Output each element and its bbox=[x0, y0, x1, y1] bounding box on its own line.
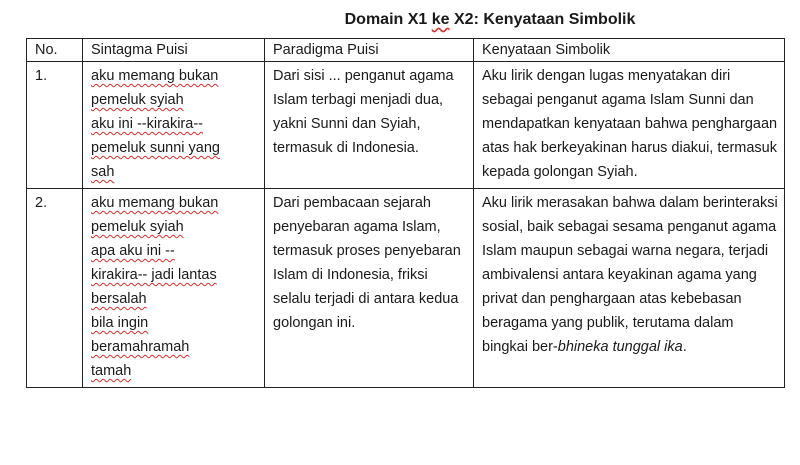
sintagma-line: kirakira-- jadi lantas bbox=[91, 267, 217, 283]
header-kenyataan: Kenyataan Simbolik bbox=[474, 39, 785, 62]
sintagma-line: tamah bbox=[91, 363, 132, 379]
cell-kenyataan bbox=[474, 189, 785, 388]
kenyataan-italic-phrase: bhineka tunggal ika bbox=[557, 339, 683, 355]
sintagma-line: pemeluk syiah bbox=[91, 92, 184, 108]
header-sintagma: Sintagma Puisi bbox=[83, 39, 265, 62]
header-row bbox=[27, 39, 785, 62]
table-row bbox=[27, 189, 785, 388]
title-ke: ke bbox=[431, 11, 450, 28]
title-prefix: Domain X1 bbox=[344, 11, 432, 28]
sintagma-line: aku memang bukan bbox=[91, 195, 219, 211]
sintagma-line: beramahramah bbox=[91, 339, 190, 355]
header-paradigma: Paradigma Puisi bbox=[265, 39, 474, 62]
sintagma-line: sah bbox=[91, 164, 115, 180]
cell-no: 2. bbox=[27, 189, 83, 388]
document-title bbox=[300, 10, 680, 30]
cell-paradigma: Dari pembacaan sejarah penyebaran agama Islam, termasuk proses penyebaran Islam di Indonesia, friksi selalu terjadi di antara kedua golongan ini. bbox=[265, 189, 474, 388]
sintagma-line: apa aku ini -- bbox=[91, 243, 175, 259]
cell-sintagma bbox=[83, 62, 265, 189]
cell-no: 1. bbox=[27, 62, 83, 189]
cell-paradigma: Dari sisi ... penganut agama Islam terbagi menjadi dua, yakni Sunni dan Syiah, termasuk di Indonesia. bbox=[265, 62, 474, 189]
sintagma-line: pemeluk sunni yang bbox=[91, 140, 220, 156]
sintagma-line: bersalah bbox=[91, 291, 147, 307]
kenyataan-text: Aku lirik merasakan bahwa dalam berinteraksi sosial, baik sebagai sesama penganut agama Islam maupun sebagai warna negara, terjadi ambivalensi antara keyakinan agama yang privat dan penghargaan atas kebebasan beragama yang publik, terutama dalam bingkai ber- bbox=[482, 195, 778, 355]
table-row bbox=[27, 62, 785, 189]
header-no: No. bbox=[27, 39, 83, 62]
kenyataan-end: . bbox=[682, 339, 687, 355]
sintagma-line: pemeluk syiah bbox=[91, 219, 184, 235]
sintagma-line: bila ingin bbox=[91, 315, 149, 331]
sintagma-line: aku memang bukan bbox=[91, 68, 219, 84]
symbolic-reality-table bbox=[26, 38, 785, 388]
sintagma-line: aku ini --kirakira-- bbox=[91, 116, 203, 132]
cell-kenyataan: Aku lirik dengan lugas menyatakan diri sebagai penganut agama Islam Sunni dan mendapatkan kenyataan bahwa penghargaan atas hak berkeyakinan harus diakui, termasuk kepada golongan Syiah. bbox=[474, 62, 785, 189]
cell-sintagma bbox=[83, 189, 265, 388]
title-suffix: X2: Kenyataan Simbolik bbox=[449, 11, 636, 28]
